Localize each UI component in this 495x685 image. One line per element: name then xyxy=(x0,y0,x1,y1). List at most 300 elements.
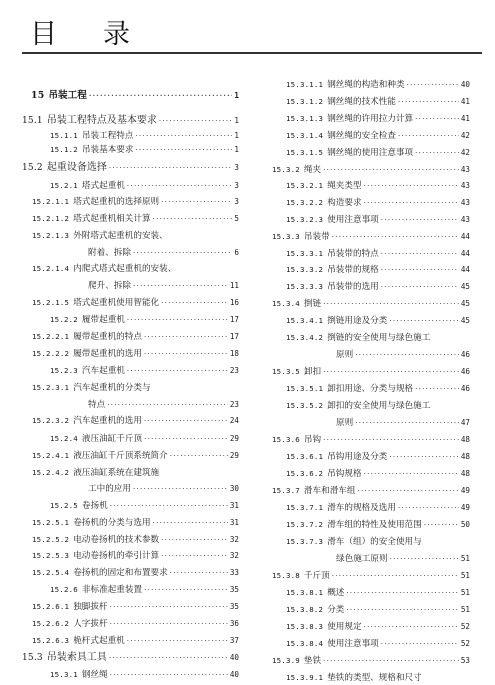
toc-entry-number: 15.3.9 xyxy=(272,656,300,665)
toc-entry-title: 吊钩用途及分类 xyxy=(327,452,388,462)
toc-entry-number: 15.3.9.1 xyxy=(286,673,324,682)
toc-entry-number: 15.3.3.2 xyxy=(286,265,324,274)
toc-entry-title: 卸扣 xyxy=(303,367,322,377)
toc-leader-dots xyxy=(107,398,228,412)
toc-entry[interactable] xyxy=(32,414,239,428)
toc-leader-dots xyxy=(109,651,228,665)
toc-page-number: 40 xyxy=(460,80,470,89)
toc-entry-title: 独脚拔杆 xyxy=(73,602,108,612)
toc-entry-number: 15.1 xyxy=(22,116,43,126)
toc-entry[interactable] xyxy=(286,620,470,634)
toc-leader-dots xyxy=(381,263,459,277)
toc-entry-number: 15.2.3.2 xyxy=(32,416,70,425)
title-underline xyxy=(22,52,482,54)
toc-entry[interactable] xyxy=(32,347,239,361)
toc-entry-number: 15.3.2.3 xyxy=(286,215,324,224)
toc-entry[interactable] xyxy=(32,566,239,580)
toc-entry-number: 15.2.2 xyxy=(50,315,78,324)
toc-entry-number: 15.2.4 xyxy=(50,434,78,443)
toc-page-number: 51 xyxy=(460,605,470,614)
toc-leader-dots xyxy=(110,668,228,682)
toc-entry-title: 汽车起重机 xyxy=(81,366,125,376)
toc-entry-number: 15.2.1 xyxy=(50,181,78,190)
toc-entry-title: 卸扣的安全使用与绿色施工 xyxy=(327,401,431,411)
toc-entry-title: 吊装基本要求 xyxy=(81,145,134,155)
toc-page-number: 36 xyxy=(229,619,239,628)
toc-entry-title: 汽车起重机的选用 xyxy=(73,416,142,426)
toc-page-number: 30 xyxy=(229,484,239,493)
toc-page-number: 51 xyxy=(460,588,470,597)
toc-entry-number: 15.2.6 xyxy=(50,585,78,594)
toc-leader-dots xyxy=(381,637,459,651)
toc-entry-number: 15.3.3.3 xyxy=(286,282,324,291)
toc-entry-number: 15.2.4.2 xyxy=(32,468,70,477)
toc-entry[interactable] xyxy=(50,499,239,513)
toc-entry-title: 卷扬机 xyxy=(81,501,108,511)
toc-leader-dots xyxy=(364,196,459,210)
toc-entry-title: 滑车（组）的安全使用与 xyxy=(327,537,422,547)
toc-entry-number: 15.1.2 xyxy=(50,145,78,154)
toc-entry-title: 吊装工程 xyxy=(48,90,87,101)
toc-leader-dots xyxy=(364,179,459,193)
toc-entry-title: 卷扬机的分类与选用 xyxy=(73,518,151,528)
toc-leader-dots xyxy=(381,213,459,227)
toc-entry-continuation[interactable] xyxy=(88,398,239,412)
toc-leader-dots xyxy=(133,246,232,260)
toc-page-number: 53 xyxy=(460,656,470,665)
toc-entry-number: 15.2.1.1 xyxy=(32,197,70,206)
toc-page-number: 18 xyxy=(229,349,239,358)
toc-page-number: 43 xyxy=(460,198,470,207)
toc-entry-continuation[interactable] xyxy=(336,552,470,566)
toc-leader-dots xyxy=(144,330,228,344)
toc-page-number: 40 xyxy=(229,670,239,679)
toc-entry-title: 使用规定 xyxy=(327,622,362,632)
toc-entry-title: 附着、拆除 xyxy=(88,248,131,258)
toc-leader-dots xyxy=(357,484,458,498)
toc-entry-title: 垫铁的类型、规格和尺寸 xyxy=(327,673,422,683)
toc-entry-number: 15.3.6.1 xyxy=(286,452,324,461)
toc-entry-title: 起重设备选择 xyxy=(46,162,107,173)
toc-entry[interactable] xyxy=(31,89,239,103)
toc-entry-title: 内爬式塔式起重机的安装、 xyxy=(73,264,177,274)
toc-leader-dots xyxy=(323,365,459,379)
toc-leader-dots xyxy=(133,279,228,293)
toc-leader-dots xyxy=(355,416,459,430)
toc-entry[interactable] xyxy=(32,330,239,344)
toc-page-number: 45 xyxy=(460,316,470,325)
toc-entry[interactable] xyxy=(286,112,470,126)
toc-page-number: 50 xyxy=(460,520,470,529)
toc-entry[interactable] xyxy=(286,467,470,481)
toc-entry[interactable] xyxy=(32,229,239,243)
toc-entry-number: 15.3.2.2 xyxy=(286,198,324,207)
toc-entry[interactable] xyxy=(22,114,239,128)
toc-leader-dots xyxy=(161,549,228,563)
toc-page-number: 1 xyxy=(234,145,239,154)
toc-entry-number: 15.2.5.2 xyxy=(32,535,70,544)
toc-entry-number: 15.3.5.2 xyxy=(286,401,324,410)
toc-entry-title: 捯链的安全使用与绿色施工 xyxy=(327,333,431,343)
toc-entry-number: 15.3.8.2 xyxy=(286,605,324,614)
toc-entry-title: 外附塔式起重机的安装、 xyxy=(73,231,168,241)
toc-entry[interactable] xyxy=(32,533,239,547)
toc-leader-dots xyxy=(407,78,459,92)
toc-page-number: 32 xyxy=(229,535,239,544)
toc-entry[interactable] xyxy=(50,129,239,143)
toc-leader-dots xyxy=(153,212,233,226)
toc-entry[interactable] xyxy=(50,668,239,682)
toc-leader-dots xyxy=(389,314,458,328)
toc-entry[interactable] xyxy=(32,617,239,631)
toc-entry-title: 原则 xyxy=(336,350,354,360)
toc-entry[interactable] xyxy=(272,163,470,177)
toc-leader-dots xyxy=(323,654,459,668)
toc-entry-title: 滑车组的特性及使用范围 xyxy=(327,520,422,530)
toc-entry-title: 液压油缸千斤顶 xyxy=(81,434,143,444)
toc-entry-number: 15.3.3.1 xyxy=(286,249,324,258)
toc-entry-title: 液压油缸千斤顶系统简介 xyxy=(73,451,168,461)
toc-page-number: 29 xyxy=(229,451,239,460)
toc-entry-title: 钢丝绳的构造和种类 xyxy=(327,80,405,90)
toc-entry-title: 吊装带的规格 xyxy=(327,265,379,275)
toc-entry-title: 原则 xyxy=(336,418,354,428)
toc-entry[interactable] xyxy=(286,331,470,345)
toc-entry[interactable] xyxy=(286,247,470,261)
toc-entry[interactable] xyxy=(286,535,470,549)
toc-entry[interactable] xyxy=(50,432,239,446)
toc-page-number: 35 xyxy=(229,585,239,594)
toc-entry[interactable] xyxy=(286,518,470,532)
toc-leader-dots xyxy=(127,364,228,378)
toc-page-number: 6 xyxy=(234,248,239,257)
toc-entry[interactable] xyxy=(286,146,470,160)
toc-entry-number: 15.3.4.1 xyxy=(286,316,324,325)
toc-entry[interactable] xyxy=(32,516,239,530)
toc-entry-title: 构造要求 xyxy=(327,198,362,208)
toc-page-number: 44 xyxy=(460,265,470,274)
toc-page-number: 5 xyxy=(234,214,239,223)
toc-entry-number: 15.2.2.2 xyxy=(32,349,70,358)
toc-entry[interactable] xyxy=(32,449,239,463)
toc-entry-title: 钢丝绳 xyxy=(81,670,108,680)
toc-page-number: 31 xyxy=(229,518,239,527)
toc-entry[interactable] xyxy=(286,671,470,685)
toc-entry-number: 15.3.5 xyxy=(272,367,300,376)
toc-entry[interactable] xyxy=(272,297,470,311)
toc-entry[interactable] xyxy=(272,230,470,244)
toc-entry-title: 爬升、拆除 xyxy=(88,281,131,291)
toc-page-number: 1 xyxy=(234,91,239,100)
toc-entry[interactable] xyxy=(272,654,470,668)
toc-page-number: 45 xyxy=(460,299,470,308)
toc-page-number: 3 xyxy=(234,163,239,172)
toc-entry-number: 15.2.6.1 xyxy=(32,602,70,611)
toc-leader-dots xyxy=(415,382,459,396)
toc-entry-number: 15.3.6 xyxy=(272,435,300,444)
toc-entry-title: 钢丝绳的使用注意事项 xyxy=(327,148,414,158)
toc-entry-continuation[interactable] xyxy=(336,348,470,362)
toc-entry[interactable] xyxy=(286,95,470,109)
toc-entry-title: 履带起重机的特点 xyxy=(73,332,142,342)
toc-entry-title: 滑车的规格及选用 xyxy=(327,503,396,513)
toc-entry-title: 吊装带的选用 xyxy=(327,282,379,292)
toc-leader-dots xyxy=(144,347,228,361)
toc-leader-dots xyxy=(398,95,459,109)
toc-entry[interactable] xyxy=(286,603,470,617)
toc-page-number: 29 xyxy=(229,434,239,443)
toc-entry-number: 15.2.3.1 xyxy=(32,383,70,392)
toc-leader-dots xyxy=(127,634,228,648)
toc-entry-title: 吊装带 xyxy=(303,232,330,242)
toc-entry[interactable] xyxy=(32,600,239,614)
toc-page-number: 49 xyxy=(460,503,470,512)
toc-page-number: 16 xyxy=(229,298,239,307)
toc-page-number: 42 xyxy=(460,148,470,157)
toc-leader-dots xyxy=(161,533,228,547)
toc-leader-dots xyxy=(170,566,228,580)
toc-page-number: 37 xyxy=(229,636,239,645)
toc-entry-number: 15.3.2.1 xyxy=(286,181,324,190)
toc-leader-dots xyxy=(161,296,228,310)
toc-entry-number: 15.2 xyxy=(22,163,43,173)
toc-entry[interactable] xyxy=(32,634,239,648)
toc-entry[interactable] xyxy=(50,313,239,327)
toc-entry-title: 塔式起重机 xyxy=(81,181,125,191)
toc-entry-number: 15.2.5.3 xyxy=(32,551,70,560)
toc-title-char-1: 目 xyxy=(30,19,57,50)
toc-entry[interactable] xyxy=(32,549,239,563)
toc-page-number: 48 xyxy=(460,435,470,444)
toc-entry-continuation[interactable] xyxy=(88,482,239,496)
toc-entry[interactable] xyxy=(286,314,470,328)
toc-entry-title: 卸扣用途、分类与规格 xyxy=(327,384,414,394)
toc-entry[interactable] xyxy=(286,399,470,413)
toc-page-number: 32 xyxy=(229,551,239,560)
toc-entry-number: 15.2.5.4 xyxy=(32,568,70,577)
toc-entry-number: 15.3.3 xyxy=(272,232,300,241)
toc-header xyxy=(0,0,495,64)
toc-page-number: 52 xyxy=(460,622,470,631)
toc-entry-number: 15.3.8 xyxy=(272,571,300,580)
toc-entry-number: 15.2.6.2 xyxy=(32,619,70,628)
toc-leader-dots xyxy=(110,499,228,513)
toc-entry-number: 15.3.1.4 xyxy=(286,131,324,140)
toc-page-number: 41 xyxy=(460,97,470,106)
toc-leader-dots xyxy=(415,146,459,160)
toc-entry-title: 绳夹类型 xyxy=(327,181,362,191)
toc-entry-number: 15.3.1.1 xyxy=(286,80,324,89)
toc-entry-title: 液压油缸系统在建筑施 xyxy=(73,468,160,478)
toc-entry-title: 垫铁 xyxy=(303,656,322,666)
toc-leader-dots xyxy=(110,600,228,614)
toc-entry-number: 15.3 xyxy=(22,653,43,663)
toc-entry[interactable] xyxy=(286,382,470,396)
toc-page-number: 11 xyxy=(229,281,239,290)
toc-entry[interactable] xyxy=(32,195,239,209)
toc-entry[interactable] xyxy=(272,433,470,447)
toc-page-number: 3 xyxy=(234,181,239,190)
toc-entry-title: 滑车和滑车组 xyxy=(303,486,356,496)
toc-entry-title: 履带起重机的选用 xyxy=(73,349,142,359)
toc-leader-dots xyxy=(390,552,459,566)
toc-entry-title: 电动卷扬机的牵引计算 xyxy=(73,551,160,561)
toc-entry-number: 15 xyxy=(31,90,45,101)
toc-leader-dots xyxy=(323,297,459,311)
toc-entry-continuation[interactable] xyxy=(88,246,239,260)
toc-entry-number: 15.3.1.3 xyxy=(286,114,324,123)
toc-leader-dots xyxy=(135,143,232,157)
toc-entry-title: 使用注意事项 xyxy=(327,639,379,649)
toc-entry-title: 吊装工程特点及基本要求 xyxy=(46,115,157,126)
toc-page-number: 17 xyxy=(229,315,239,324)
toc-entry[interactable] xyxy=(32,296,239,310)
toc-entry[interactable] xyxy=(50,583,239,597)
toc-leader-dots xyxy=(170,449,228,463)
toc-page-number: 43 xyxy=(460,215,470,224)
toc-entry[interactable] xyxy=(50,179,239,193)
toc-page-number: 46 xyxy=(460,384,470,393)
toc-entry[interactable] xyxy=(50,143,239,157)
toc-entry-title: 钢丝绳的技术性能 xyxy=(327,97,396,107)
toc-entry-title: 分类 xyxy=(327,605,345,615)
toc-leader-dots xyxy=(109,161,233,175)
toc-leader-dots xyxy=(381,247,459,261)
toc-page-number: 49 xyxy=(460,486,470,495)
toc-entry[interactable] xyxy=(286,196,470,210)
toc-entry-continuation[interactable] xyxy=(336,416,470,430)
toc-entry[interactable] xyxy=(286,637,470,651)
toc-leader-dots xyxy=(389,450,458,464)
toc-entry[interactable] xyxy=(22,651,239,665)
toc-entry-number: 15.2.1.4 xyxy=(32,264,70,273)
toc-entry-title: 塔式起重机的选择原则 xyxy=(73,197,160,207)
toc-entry-number: 15.1.1 xyxy=(50,131,78,140)
toc-leader-dots xyxy=(127,179,233,193)
toc-entry-title: 桅杆式起重机 xyxy=(73,636,125,646)
toc-leader-dots xyxy=(364,467,459,481)
toc-leader-dots xyxy=(144,432,228,446)
toc-leader-dots xyxy=(161,195,232,209)
toc-entry-number: 15.2.1.3 xyxy=(32,231,70,240)
toc-entry[interactable] xyxy=(286,179,470,193)
toc-entry-number: 15.3.8.1 xyxy=(286,588,324,597)
toc-entry-number: 15.3.7.1 xyxy=(286,503,324,512)
toc-entry-title: 吊装带的特点 xyxy=(327,249,379,259)
toc-entry[interactable] xyxy=(286,263,470,277)
toc-entry-title: 吊钩 xyxy=(303,435,322,445)
toc-leader-dots xyxy=(332,569,459,583)
toc-leader-dots xyxy=(89,89,233,103)
toc-title-char-2: 录 xyxy=(103,19,130,50)
toc-entry-title: 钢丝绳的许用拉力计算 xyxy=(327,114,414,124)
toc-entry-title: 吊装工程特点 xyxy=(81,131,134,141)
toc-leader-dots xyxy=(323,433,459,447)
toc-entry-number: 15.2.6.3 xyxy=(32,636,70,645)
toc-entry-number: 15.2.5.1 xyxy=(32,518,70,527)
toc-entry-number: 15.3.8.3 xyxy=(286,622,324,631)
toc-entry[interactable] xyxy=(22,161,239,175)
toc-entry[interactable] xyxy=(286,213,470,227)
toc-entry[interactable] xyxy=(32,262,239,276)
toc-entry-number: 15.2.3 xyxy=(50,366,78,375)
toc-page-number: 23 xyxy=(229,366,239,375)
toc-entry-number: 15.3.1.2 xyxy=(286,97,324,106)
toc-entry[interactable] xyxy=(32,466,239,480)
toc-entry-title: 汽车起重机的分类与 xyxy=(73,383,151,393)
toc-leader-dots xyxy=(144,583,228,597)
toc-page-number: 43 xyxy=(460,165,470,174)
toc-leader-dots xyxy=(398,501,459,515)
toc-leader-dots xyxy=(144,414,228,428)
toc-page-number: 43 xyxy=(460,181,470,190)
toc-entry-title: 电动卷扬机的技术参数 xyxy=(73,535,160,545)
toc-page-number: 47 xyxy=(460,418,470,427)
toc-entry[interactable] xyxy=(272,569,470,583)
toc-page-number: 52 xyxy=(460,639,470,648)
toc-page-number: 24 xyxy=(229,416,239,425)
toc-page-number: 1 xyxy=(234,116,239,125)
toc-entry[interactable] xyxy=(286,129,470,143)
toc-entry[interactable] xyxy=(50,364,239,378)
toc-entry-title: 吊钩规格 xyxy=(327,469,362,479)
toc-leader-dots xyxy=(355,348,459,362)
toc-page-number: 17 xyxy=(229,332,239,341)
toc-entry-title: 绿色施工原则 xyxy=(336,554,388,564)
toc-entry[interactable] xyxy=(32,212,239,226)
toc-leader-dots xyxy=(346,586,458,600)
toc-page-number: 42 xyxy=(460,131,470,140)
toc-entry-number: 15.3.1.5 xyxy=(286,148,324,157)
toc-entry[interactable] xyxy=(286,450,470,464)
toc-leader-dots xyxy=(424,518,459,532)
toc-entry[interactable] xyxy=(286,280,470,294)
toc-entry[interactable] xyxy=(286,78,470,92)
toc-entry[interactable] xyxy=(286,586,470,600)
toc-page-number: 48 xyxy=(460,452,470,461)
toc-entry-number: 15.3.7.3 xyxy=(286,537,324,546)
toc-page-number: 44 xyxy=(460,232,470,241)
toc-page-number: 45 xyxy=(460,282,470,291)
toc-entry[interactable] xyxy=(286,501,470,515)
toc-leader-dots xyxy=(110,617,228,631)
toc-leader-dots xyxy=(159,114,233,128)
toc-leader-dots xyxy=(133,482,228,496)
toc-entry-title: 履带起重机 xyxy=(81,315,125,325)
toc-page-number: 23 xyxy=(229,400,239,409)
toc-entry-title: 使用注意事项 xyxy=(327,215,379,225)
toc-entry[interactable] xyxy=(32,381,239,395)
toc-entry-number: 15.3.1 xyxy=(50,670,78,679)
toc-leader-dots xyxy=(415,112,459,126)
toc-entry-title: 概述 xyxy=(327,588,345,598)
toc-leader-dots xyxy=(323,163,459,177)
toc-leader-dots xyxy=(127,313,228,327)
toc-entry-continuation[interactable] xyxy=(88,279,239,293)
toc-entry-title: 绳夹 xyxy=(303,165,322,175)
toc-page-number: 31 xyxy=(229,501,239,510)
toc-entry[interactable] xyxy=(272,484,470,498)
toc-page-number: 1 xyxy=(234,131,239,140)
toc-page-number: 46 xyxy=(460,350,470,359)
toc-page-number: 40 xyxy=(229,653,239,662)
toc-entry-title: 千斤顶 xyxy=(303,571,330,581)
toc-entry[interactable] xyxy=(272,365,470,379)
toc-entry-title: 捯链 xyxy=(303,299,322,309)
toc-entry-title: 特点 xyxy=(88,400,106,410)
toc-entry-number: 15.3.6.2 xyxy=(286,469,324,478)
toc-entry-title: 卷扬机的固定和布置要求 xyxy=(73,568,168,578)
